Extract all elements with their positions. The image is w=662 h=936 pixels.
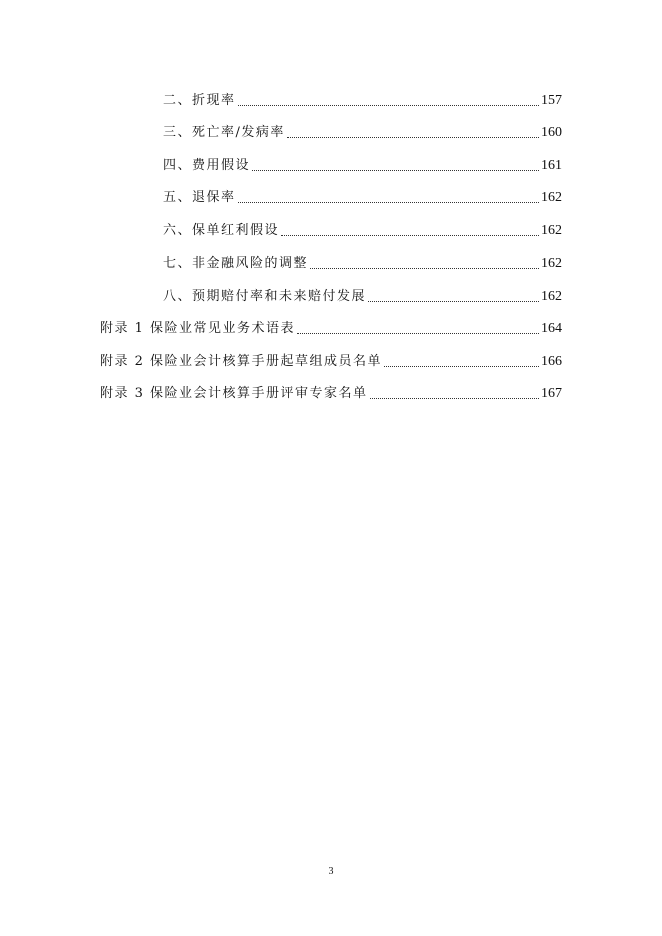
dot-leader <box>297 333 539 334</box>
toc-entry-expense-assumption[interactable] <box>163 153 562 175</box>
dot-leader <box>310 268 539 269</box>
toc-entry-appendix-2[interactable] <box>100 349 562 371</box>
toc-entry-dividend-assumption[interactable] <box>163 218 562 240</box>
toc-entry-appendix-3[interactable] <box>100 381 562 403</box>
toc-entry-label: 附录 1 保险业常见业务术语表 <box>100 321 296 336</box>
toc-entry-page: 162 <box>541 256 562 271</box>
dot-leader <box>238 105 539 106</box>
dot-leader <box>252 170 539 171</box>
toc-entry-page: 162 <box>541 190 562 205</box>
dot-leader <box>370 398 539 399</box>
toc-entry-discount-rate[interactable] <box>163 88 562 110</box>
toc-entry-label: 五、退保率 <box>163 190 236 205</box>
toc-entry-page: 161 <box>541 158 562 173</box>
toc-entry-label: 八、预期赔付率和未来赔付发展 <box>163 289 367 304</box>
toc-entry-page: 162 <box>541 223 562 238</box>
toc-entry-page: 167 <box>541 386 562 401</box>
toc-entry-label: 附录 2 保险业会计核算手册起草组成员名单 <box>100 354 383 369</box>
toc-entry-page: 157 <box>541 93 562 108</box>
toc-entry-page: 166 <box>541 354 562 369</box>
toc-entry-label: 六、保单红利假设 <box>163 223 280 238</box>
toc-entry-page: 164 <box>541 321 562 336</box>
toc-entry-label: 三、死亡率/发病率 <box>163 125 285 140</box>
toc-entry-label: 二、折现率 <box>163 93 236 108</box>
toc-entry-label: 七、非金融风险的调整 <box>163 256 309 271</box>
toc-entry-page: 160 <box>541 125 562 140</box>
dot-leader <box>281 235 539 236</box>
page-number: 3 <box>328 866 334 877</box>
toc-entry-non-financial-risk[interactable] <box>163 251 562 273</box>
toc-entry-label: 四、费用假设 <box>163 158 251 173</box>
toc-entry-expected-loss-ratio[interactable] <box>163 284 562 306</box>
toc-entry-label: 附录 3 保险业会计核算手册评审专家名单 <box>100 386 368 401</box>
dot-leader <box>384 366 539 367</box>
toc-entry-page: 162 <box>541 289 562 304</box>
toc-entry-mortality-morbidity[interactable] <box>163 120 562 142</box>
dot-leader <box>368 301 539 302</box>
toc-entry-lapse-rate[interactable] <box>163 185 562 207</box>
toc-entry-appendix-1[interactable] <box>100 316 562 338</box>
dot-leader <box>238 202 539 203</box>
dot-leader <box>287 137 539 138</box>
